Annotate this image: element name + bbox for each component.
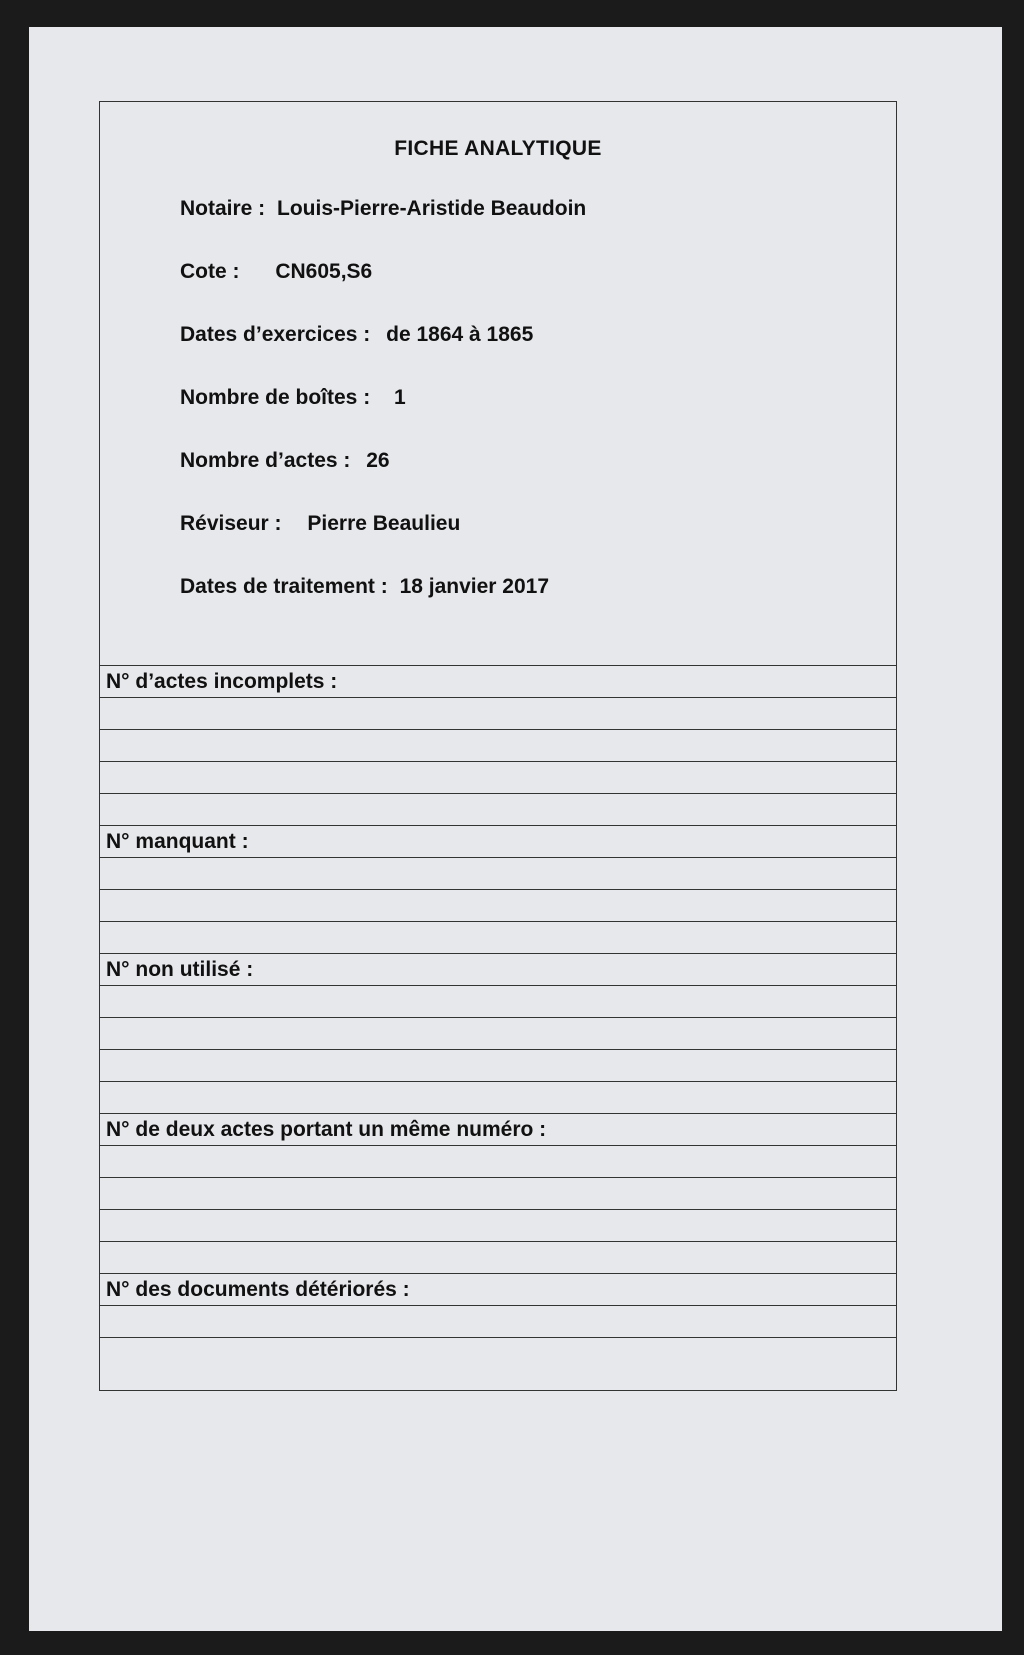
blank-line[interactable] (100, 1081, 896, 1113)
section-label: N° non utilisé : (106, 958, 254, 981)
form-title: FICHE ANALYTIQUE (394, 137, 602, 160)
field-value: 1 (394, 386, 406, 409)
paper-sheet (29, 27, 1002, 1631)
section-header-actes-incomplets (100, 665, 896, 697)
section-header-documents-deteriores (100, 1273, 896, 1305)
form-sections (100, 665, 896, 1369)
blank-line[interactable] (100, 1209, 896, 1241)
blank-line[interactable] (100, 761, 896, 793)
form-frame (99, 101, 897, 1391)
blank-line[interactable] (100, 921, 896, 953)
blank-line[interactable] (100, 889, 896, 921)
blank-line[interactable] (100, 985, 896, 1017)
section-label: N° manquant : (106, 830, 249, 853)
field-value: CN605,S6 (275, 260, 373, 283)
field-cote (180, 260, 372, 284)
field-label: Dates d’exercices : (180, 323, 371, 346)
section-header-non-utilise (100, 953, 896, 985)
field-value: Pierre Beaulieu (307, 512, 461, 535)
blank-line[interactable] (100, 1145, 896, 1177)
section-header-deux-actes (100, 1113, 896, 1145)
field-dates-exercices (180, 323, 533, 347)
field-notaire (180, 197, 586, 221)
blank-line[interactable] (100, 1017, 896, 1049)
blank-line[interactable] (100, 1305, 896, 1337)
field-nombre-boites (180, 386, 406, 410)
blank-line[interactable] (100, 1049, 896, 1081)
field-value: 18 janvier 2017 (399, 575, 550, 598)
field-label: Notaire : (180, 197, 266, 220)
section-label: N° des documents détériorés : (106, 1278, 410, 1301)
field-dates-traitement (180, 575, 549, 599)
section-header-manquant (100, 825, 896, 857)
blank-line[interactable] (100, 1241, 896, 1273)
field-nombre-actes (180, 449, 390, 473)
field-label: Dates de traitement : (180, 575, 388, 598)
field-label: Nombre d’actes : (180, 449, 351, 472)
field-label: Réviseur : (180, 512, 282, 535)
blank-line[interactable] (100, 793, 896, 825)
blank-line[interactable] (100, 1177, 896, 1209)
field-value: de 1864 à 1865 (386, 323, 534, 346)
field-value: Louis-Pierre-Aristide Beaudoin (277, 197, 587, 220)
field-value: 26 (366, 449, 390, 472)
blank-line[interactable] (100, 729, 896, 761)
field-label: Nombre de boîtes : (180, 386, 371, 409)
field-reviseur (180, 512, 460, 536)
blank-line[interactable] (100, 1337, 896, 1369)
blank-line[interactable] (100, 857, 896, 889)
section-label: N° de deux actes portant un même numéro : (106, 1118, 547, 1141)
field-label: Cote : (180, 260, 240, 283)
blank-line[interactable] (100, 697, 896, 729)
section-label: N° d’actes incomplets : (106, 670, 338, 693)
